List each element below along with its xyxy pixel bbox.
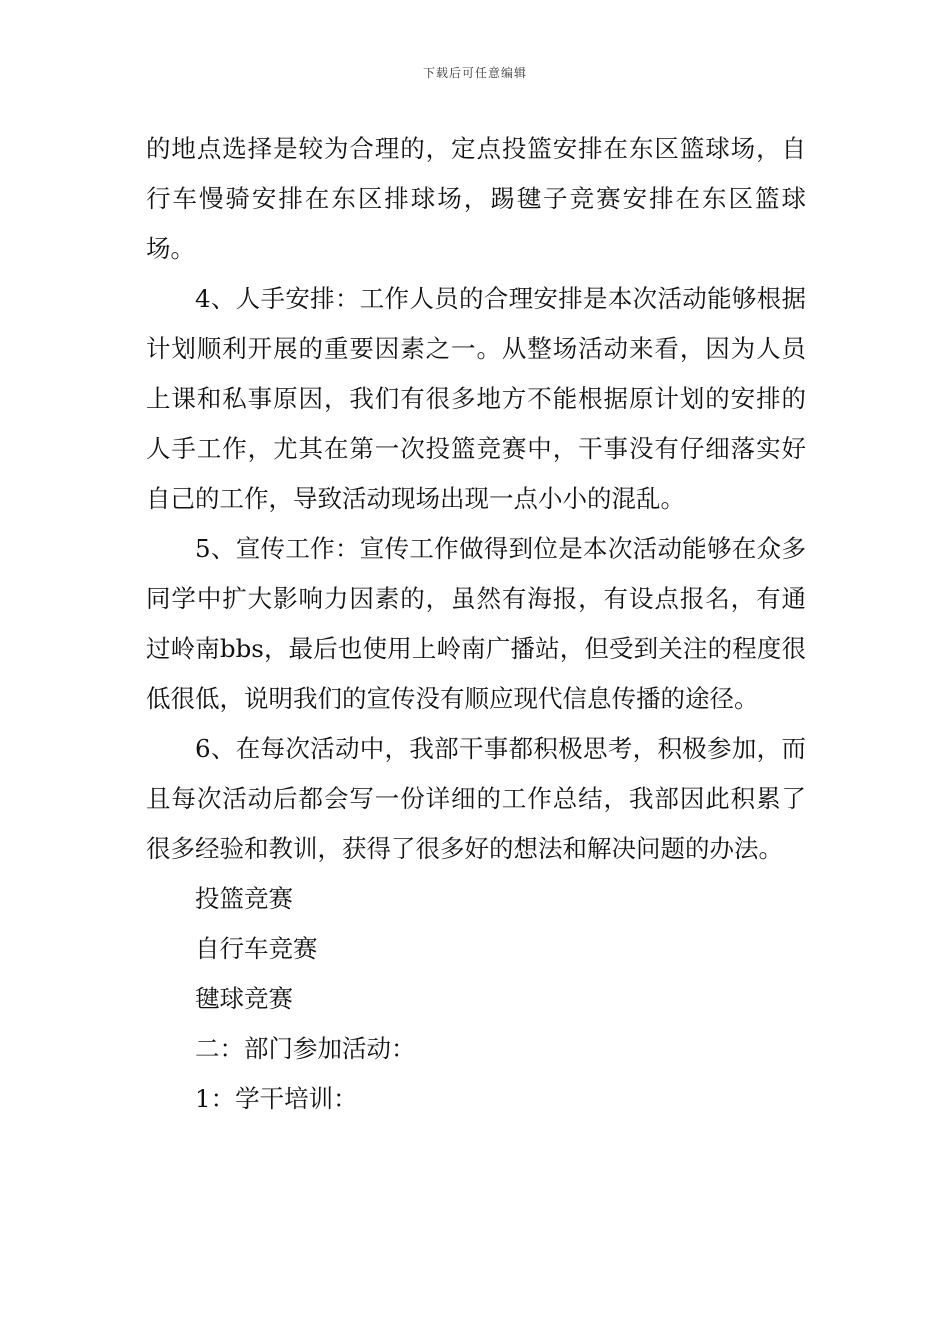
paragraph-summary: 6、在每次活动中，我部干事都积极思考，积极参加，而且每次活动后都会写一份详细的工作总结，我部因此积累了很多经验和教训，获得了很多好的想法和解决问题的办法。 [146, 734, 806, 863]
page-header: 下载后可任意编辑 [422, 66, 527, 80]
document-body [146, 124, 806, 1124]
list-item: 毽球竞赛 [195, 984, 293, 1013]
subsection-heading: 1：学干培训： [195, 1084, 358, 1113]
paragraph-publicity: 5、宣传工作：宣传工作做得到位是本次活动能够在众多同学中扩大影响力因素的，虽然有海报，有设点报名，有通过岭南bbs，最后也使用上岭南广播站，但受到关注的程度很低很低，说明我们的宣传没有顺应现代信息传播的途径。 [146, 534, 806, 713]
list-item: 投篮竞赛 [195, 884, 293, 913]
list-item: 自行车竞赛 [195, 934, 318, 963]
paragraph-staffing: 4、人手安排：工作人员的合理安排是本次活动能够根据计划顺利开展的重要因素之一。从整场活动来看，因为人员上课和私事原因，我们有很多地方不能根据原计划的安排的人手工作，尤其在第一次投篮竞赛中，干事没有仔细落实好自己的工作，导致活动现场出现一点小小的混乱。 [146, 284, 806, 513]
paragraph-continuation: 的地点选择是较为合理的，定点投篮安排在东区篮球场，自行车慢骑安排在东区排球场，踢毽子竞赛安排在东区篮球场。 [146, 134, 806, 263]
section-heading: 二：部门参加活动： [195, 1034, 416, 1063]
